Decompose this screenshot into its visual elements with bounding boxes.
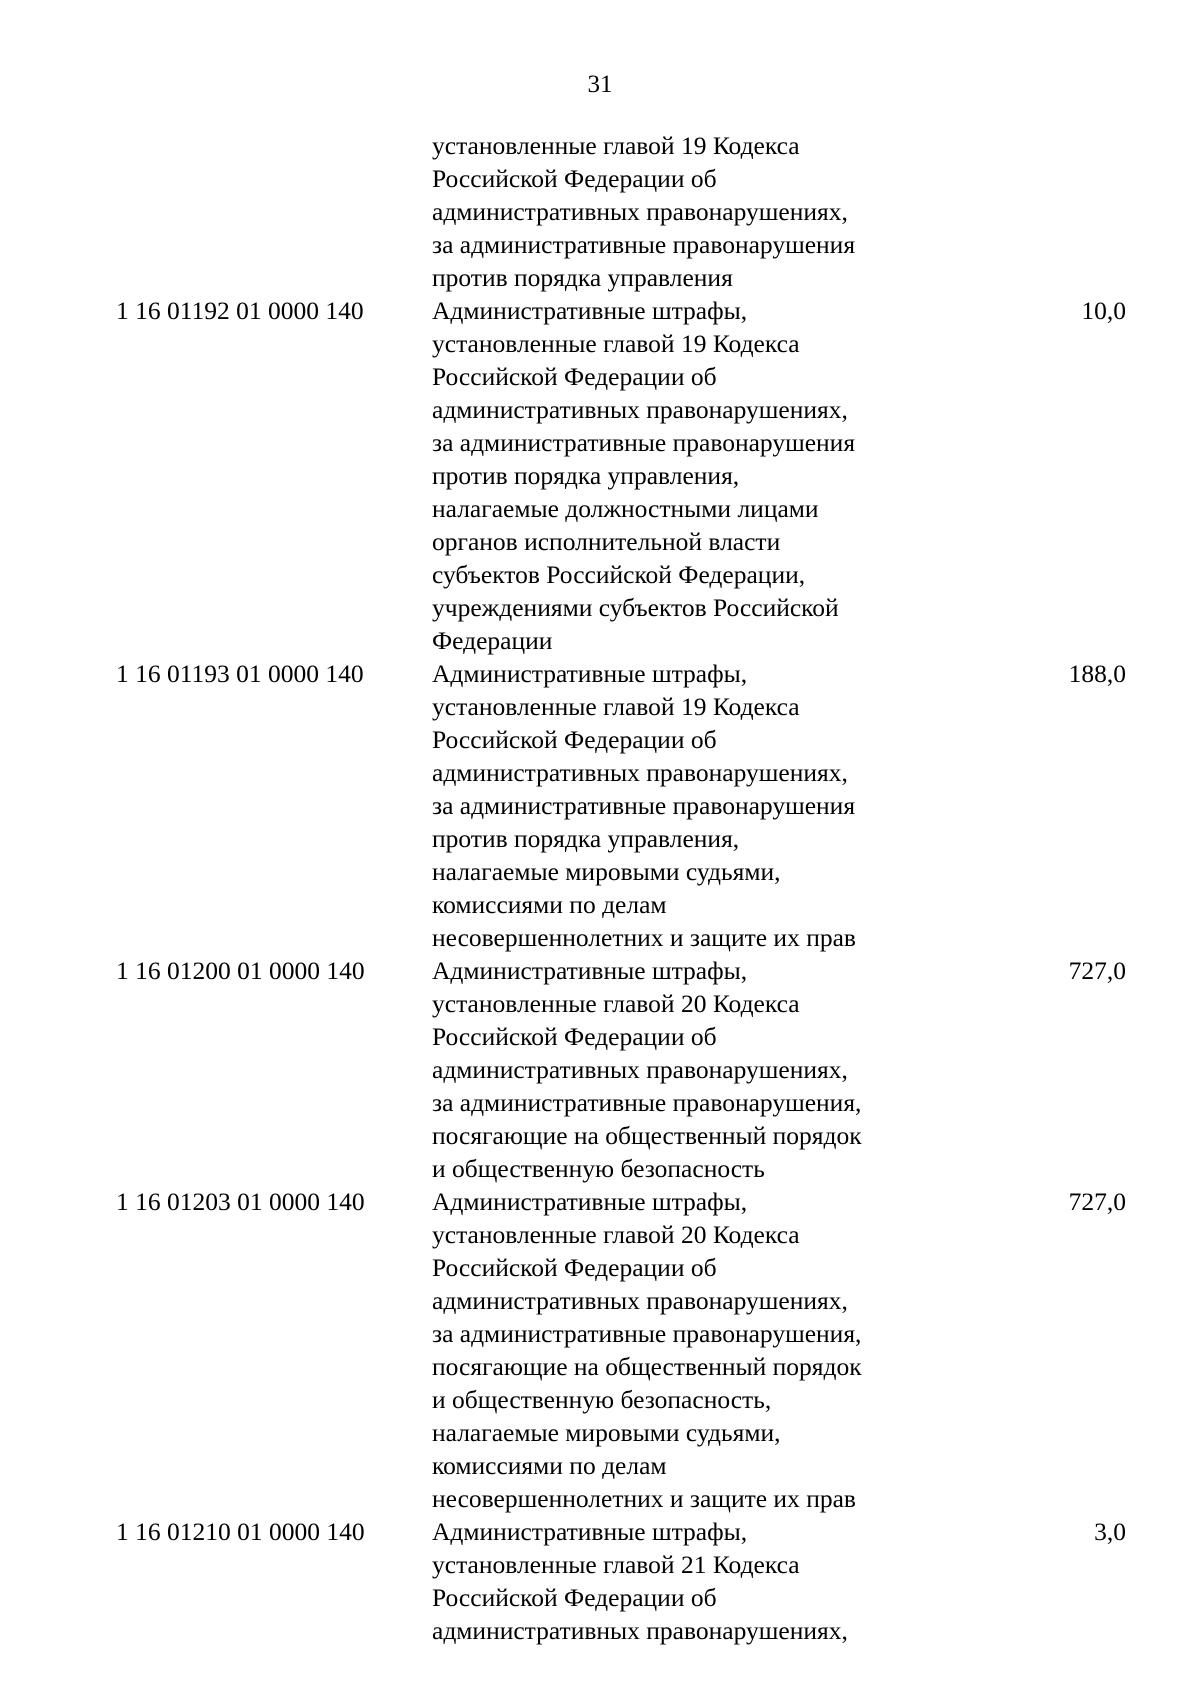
description-line: административных правонарушениях, bbox=[432, 1286, 848, 1315]
description-line: налагаемые должностными лицами bbox=[432, 494, 819, 523]
description-line: против порядка управления, bbox=[432, 824, 740, 853]
description-line: Административные штрафы, bbox=[432, 1517, 748, 1546]
description-line: Российской Федерации об bbox=[432, 725, 717, 754]
amount: 188,0 bbox=[1068, 659, 1126, 688]
description-line: административных правонарушениях, bbox=[432, 758, 848, 787]
description-line: Российской Федерации об bbox=[432, 164, 717, 193]
description-line: учреждениями субъектов Российской bbox=[432, 593, 839, 622]
description bbox=[432, 294, 952, 657]
description-line: Российской Федерации об bbox=[432, 1022, 717, 1051]
description-line: против порядка управления bbox=[432, 263, 733, 292]
description-line: несовершеннолетних и защите их прав bbox=[432, 923, 856, 952]
budget-code: 1 16 01203 01 0000 140 bbox=[116, 1187, 365, 1216]
description-line: за административные правонарушения bbox=[432, 791, 856, 820]
description-line: за административные правонарушения bbox=[432, 428, 856, 457]
description bbox=[432, 129, 952, 294]
description-line: административных правонарушениях, bbox=[432, 1055, 848, 1084]
description-line: субъектов Российской Федерации, bbox=[432, 560, 806, 589]
description-line: установленные главой 21 Кодекса bbox=[432, 1550, 800, 1579]
description-line: Административные штрафы, bbox=[432, 1187, 748, 1216]
description-line: Федерации bbox=[432, 626, 553, 655]
table-row bbox=[116, 657, 1126, 954]
description bbox=[432, 1185, 952, 1515]
description-line: посягающие на общественный порядок bbox=[432, 1352, 862, 1381]
budget-code: 1 16 01193 01 0000 140 bbox=[116, 659, 364, 688]
amount: 727,0 bbox=[1068, 1187, 1126, 1216]
description-line: против порядка управления, bbox=[432, 461, 740, 490]
description bbox=[432, 657, 952, 954]
description-line: установленные главой 19 Кодекса bbox=[432, 692, 800, 721]
description-line: несовершеннолетних и защите их прав bbox=[432, 1484, 856, 1513]
description-line: комиссиями по делам bbox=[432, 890, 667, 919]
description-line: налагаемые мировыми судьями, bbox=[432, 857, 781, 886]
table-row bbox=[116, 1515, 1126, 1647]
description-line: Административные штрафы, bbox=[432, 659, 748, 688]
description-line: административных правонарушениях, bbox=[432, 1616, 848, 1645]
description-line: установленные главой 19 Кодекса bbox=[432, 329, 800, 358]
description-line: за административные правонарушения bbox=[432, 230, 856, 259]
amount: 10,0 bbox=[1081, 296, 1126, 325]
amount: 727,0 bbox=[1068, 956, 1126, 985]
description-line: административных правонарушениях, bbox=[432, 395, 848, 424]
description bbox=[432, 954, 952, 1185]
description-line: комиссиями по делам bbox=[432, 1451, 667, 1480]
description-line: и общественную безопасность bbox=[432, 1154, 765, 1183]
table-row bbox=[116, 294, 1126, 657]
amount: 3,0 bbox=[1094, 1517, 1126, 1546]
budget-code: 1 16 01192 01 0000 140 bbox=[116, 296, 364, 325]
description bbox=[432, 1515, 952, 1647]
description-line: за административные правонарушения, bbox=[432, 1319, 862, 1348]
table-row bbox=[116, 1185, 1126, 1515]
table-row bbox=[116, 129, 1126, 294]
description-line: Российской Федерации об bbox=[432, 1253, 717, 1282]
description-line: посягающие на общественный порядок bbox=[432, 1121, 862, 1150]
page-number: 31 bbox=[587, 71, 613, 98]
description-line: установленные главой 20 Кодекса bbox=[432, 989, 800, 1018]
description-line: установленные главой 20 Кодекса bbox=[432, 1220, 800, 1249]
budget-code: 1 16 01200 01 0000 140 bbox=[116, 956, 365, 985]
description-line: налагаемые мировыми судьями, bbox=[432, 1418, 781, 1447]
description-line: органов исполнительной власти bbox=[432, 527, 781, 556]
description-line: административных правонарушениях, bbox=[432, 197, 848, 226]
description-line: Административные штрафы, bbox=[432, 956, 748, 985]
table-row bbox=[116, 954, 1126, 1185]
description-line: Российской Федерации об bbox=[432, 362, 717, 391]
revenue-table bbox=[116, 129, 1126, 1647]
description-line: Административные штрафы, bbox=[432, 296, 748, 325]
budget-code: 1 16 01210 01 0000 140 bbox=[116, 1517, 365, 1546]
description-line: и общественную безопасность, bbox=[432, 1385, 772, 1414]
description-line: за административные правонарушения, bbox=[432, 1088, 862, 1117]
description-line: Российской Федерации об bbox=[432, 1583, 717, 1612]
description-line: установленные главой 19 Кодекса bbox=[432, 131, 800, 160]
